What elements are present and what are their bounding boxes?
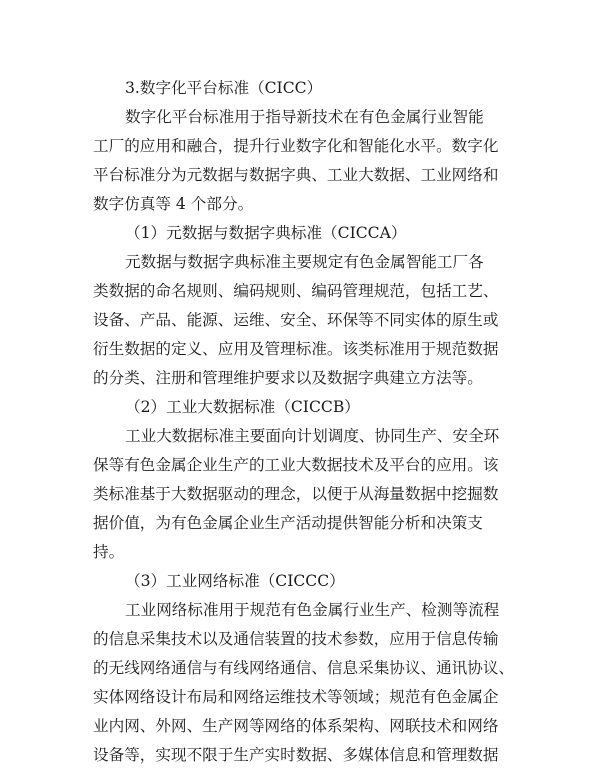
intro-line-4: 数字仿真等 4 个部分。 (93, 195, 254, 213)
sub3-line-2: 的信息采集技术以及通信装置的技术参数，应用于信息传输 (93, 630, 499, 648)
sub2-heading: （2）工业大数据标准（CICCB） (125, 398, 360, 416)
sub2-line-2: 保等有色金属企业生产的工业大数据技术及平台的应用。该 (93, 456, 499, 474)
sub3-heading: （3）工业网络标准（CICCC） (125, 572, 345, 590)
section-heading: 3.数字化平台标准（CICC） (125, 79, 323, 97)
sub1-heading: （1）元数据与数据字典标准（CICCA） (125, 224, 407, 242)
sub2-line-3: 类标准基于大数据驱动的理念，以便于从海量数据中挖掘数 (93, 485, 499, 503)
sub3-line-3: 的无线网络通信与有线网络通信、信息采集协议、通讯协议、 (93, 659, 515, 677)
sub2-line-5: 持。 (93, 543, 125, 561)
intro-line-3: 平台标准分为元数据与数据字典、工业大数据、工业网络和 (93, 166, 499, 184)
sub3-line-4: 实体网络设计布局和网络运维技术等领域；规范有色金属企 (93, 688, 499, 706)
sub1-line-2: 类数据的命名规则、编码规则、编码管理规范，包括工艺、 (93, 282, 499, 300)
sub1-line-5: 的分类、注册和管理维护要求以及数据字典建立方法等。 (93, 369, 483, 387)
sub1-line-4: 衍生数据的定义、应用及管理标准。该类标准用于规范数据 (93, 340, 499, 358)
intro-line-1: 数字化平台标准用于指导新技术在有色金属行业智能 (125, 108, 484, 126)
sub2-line-1: 工业大数据标准主要面向计划调度、协同生产、安全环 (125, 427, 500, 445)
sub3-line-1: 工业网络标准用于规范有色金属行业生产、检测等流程 (125, 601, 500, 619)
sub1-line-3: 设备、产品、能源、运维、安全、环保等不同实体的原生或 (93, 311, 499, 329)
sub2-line-4: 据价值，为有色金属企业生产活动提供智能分析和决策支 (93, 514, 483, 532)
sub3-line-5: 业内网、外网、生产网等网络的体系架构、网联技术和网络 (93, 717, 499, 735)
sub3-line-6: 设备等，实现不限于生产实时数据、多媒体信息和管理数据 (93, 746, 499, 764)
sub1-line-1: 元数据与数据字典标准主要规定有色金属智能工厂各 (125, 253, 484, 271)
intro-line-2: 工厂的应用和融合，提升行业数字化和智能化水平。数字化 (93, 137, 499, 155)
